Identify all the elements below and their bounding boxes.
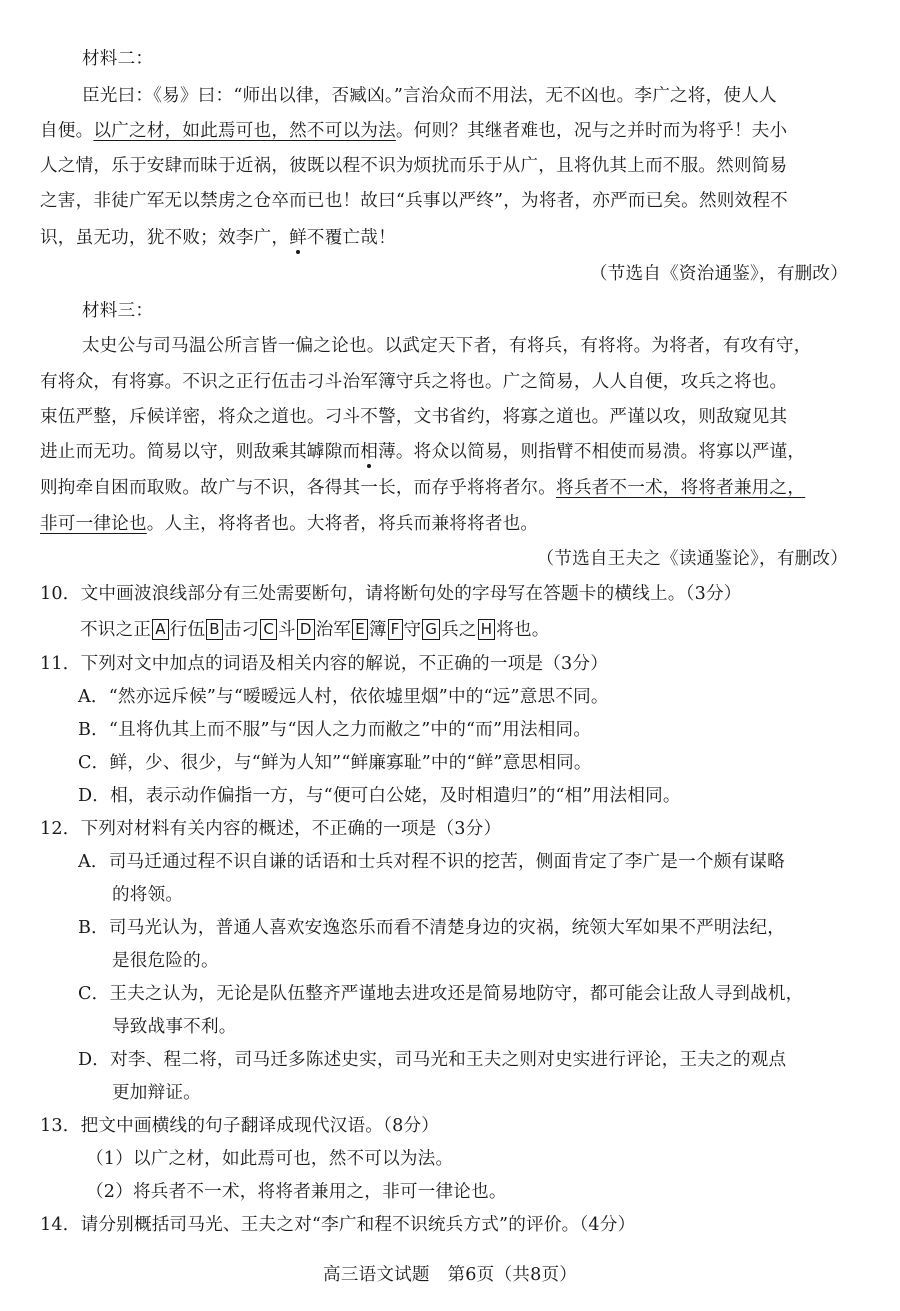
material-two-line-4: 之害，非徒广军无以禁虏之仓卒而已也！故曰“兵事以严终”，为将者，亦严而已矣。然则效程不 [40,191,788,211]
break-letter-g: G [422,619,440,640]
text-segment: 斗 [278,620,296,640]
text-segment: 簿 [368,620,387,640]
material-two-line-1: 臣光曰：《易》曰：“师出以律，否臧凶。”言治众而不用法，无不凶也。李广之将，使人人 [82,86,777,106]
material-three-line-3: 束伍严整，斥候详密，将众之道也。刁斗不警，文书省约，将寡之道也。严谨以攻，则敌窥见其 [40,407,788,427]
question-10-sentence [80,617,550,643]
break-letter-f: F [388,619,403,640]
question-12-option-c-line-1: C．王夫之认为，无论是队伍整齐严谨地去进攻还是简易地防守，都可能会让敌人寻到战机， [78,984,804,1004]
text-segment: 不覆亡哉！ [306,228,396,248]
break-letter-b: B [206,619,223,640]
question-13-stem: 13．把文中画横线的句子翻译成现代汉语。（8分） [40,1116,440,1136]
text-segment: 行伍 [169,620,206,640]
question-11-option-d: D．相，表示动作偏指一方，与“便可白公姥，及时相遣归”的“相”用法相同。 [78,786,681,806]
question-11-stem: 11．下列对文中加点的词语及相关内容的解说，不正确的一项是（3分） [40,654,608,674]
question-11-option-a: A．“然亦远斥候”与“暧暧远人村，依依墟里烟”中的“远”意思不同。 [78,687,609,707]
material-three-line-4 [40,439,805,465]
question-12-option-a-line-2: 的将领。 [112,885,184,905]
text-segment: 不识之正 [80,620,152,640]
material-two-source: （节选自《资治通鉴》，有删改） [589,264,848,284]
text-segment: 守 [403,620,422,640]
break-letter-a: A [152,619,168,640]
material-three-line-2: 有将众，有将寡。不识之正行伍击刁斗治军簿守兵之将也。广之简易，人人自便，攻兵之将也。 [40,372,788,392]
break-letter-d: D [297,619,315,640]
question-13-sentence-1: （1）以广之材，如此焉可也，然不可以为法。 [86,1149,454,1169]
material-two-heading: 材料二： [82,49,154,69]
text-segment: 薄。将众以简易，则指臂不相使而易溃。将寡以严谨， [378,442,806,462]
break-letter-e: E [352,619,368,640]
text-segment: 。何则？其继者难也，况与之并时而为将乎！夫小 [395,121,788,141]
text-segment: 识，虽无功，犹不败；效李广， [40,228,290,248]
question-12-option-a-line-1: A．司马迁通过程不识自谦的话语和士兵对程不识的挖苦，侧面肯定了李广是一个颇有谋略 [78,852,785,872]
question-13-sentence-2: （2）将兵者不一术，将将者兼用之，非可一律论也。 [86,1182,507,1202]
material-three-line-5 [40,475,805,501]
material-two-line-5 [40,225,396,251]
break-letter-h: H [478,619,495,640]
material-three-line-6 [40,511,538,537]
text-segment: 击刁 [223,620,260,640]
question-12-option-b-line-2: 是很危险的。 [112,951,219,971]
dotted-word-xian: 鲜 [289,228,307,248]
break-letter-c: C [260,619,277,640]
question-12-option-c-line-2: 导致战事不利。 [112,1017,237,1037]
material-three-source: （节选自王夫之《读通鉴论》，有删改） [536,549,848,569]
question-11-option-b: B．“且将仇其上而不服”与“因人之力而敝之”中的“而”用法相同。 [78,720,592,740]
text-segment: 进止而无功。简易以守，则敌乘其罅隙而 [40,442,361,462]
material-three-heading: 材料三： [82,301,154,321]
underlined-sentence-2b: 非可一律论也 [40,514,147,534]
text-segment: 自便。 [40,121,94,141]
material-two-line-3: 人之情，乐于安肆而昧于近祸，彼既以程不识为烦扰而乐于从广，且将仇其上而不服。然则简易 [40,156,788,176]
text-segment: 将也。 [496,620,550,640]
question-10-stem: 10．文中画波浪线部分有三处需要断句，请将断句处的字母写在答题卡的横线上。（3分） [40,584,742,604]
underlined-sentence-1: 以广之材，如此焉可也，然不可以为法 [93,121,396,141]
page-footer: 高三语文试题 第6页（共8页） [322,1265,578,1285]
text-segment: 兵之 [441,620,477,640]
text-segment: 则拘牵自困而取败。故广与不识，各得其一长，而存乎将将者尔。 [40,478,557,498]
material-three-line-1: 太史公与司马温公所言皆一偏之论也。以武定天下者，有将兵，有将将。为将者，有攻有守， [82,336,812,356]
question-14-stem: 14．请分别概括司马光、王夫之对“李广和程不识统兵方式”的评价。（4分） [40,1215,636,1235]
question-12-option-d-line-2: 更加辩证。 [112,1083,201,1103]
text-segment: 。人主，将将者也。大将者，将兵而兼将将者也。 [146,514,539,534]
question-12-option-b-line-1: B．司马光认为，普通人喜欢安逸恣乐而看不清楚身边的灾祸，统领大军如果不严明法纪， [78,918,786,938]
underlined-sentence-2a: 将兵者不一术，将将者兼用之， [556,478,806,498]
question-12-stem: 12．下列对材料有关内容的概述，不正确的一项是（3分） [40,819,502,839]
question-11-option-c: C．鲜，少、很少，与“鲜为人知”“鲜廉寡耻”中的“鲜”意思相同。 [78,753,592,773]
dotted-word-xiang: 相 [360,442,379,462]
text-segment: 治军 [315,620,352,640]
material-two-line-2 [40,118,787,144]
question-12-option-d-line-1: D．对李、程二将，司马迁多陈述史实，司马光和王夫之则对史实进行评论，王夫之的观点 [78,1050,787,1070]
